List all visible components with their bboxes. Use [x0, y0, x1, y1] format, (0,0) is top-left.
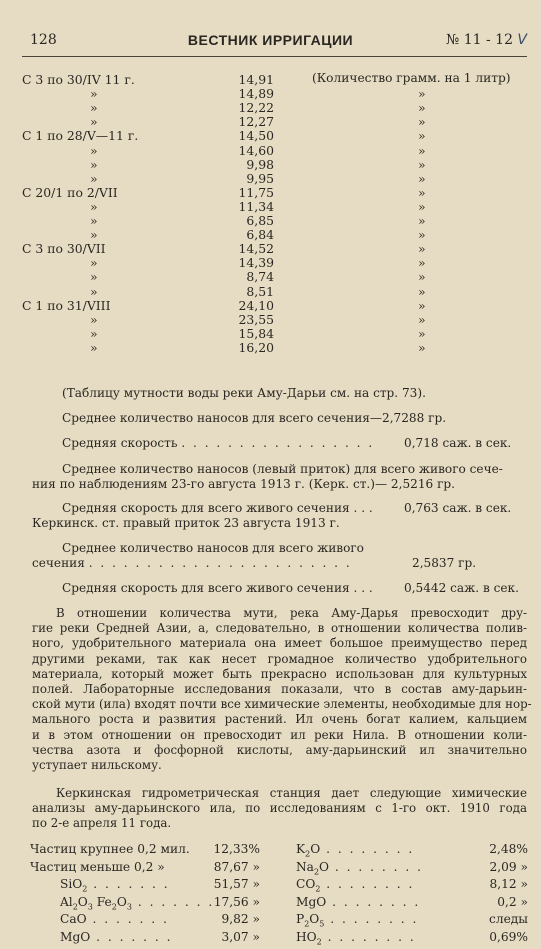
ditto-mark: »	[418, 297, 426, 313]
measurement-value: 23,55	[238, 311, 274, 327]
leader-dots: . . . . . . .	[86, 912, 169, 926]
measurement-period: С 1 по 28/V—11 г.	[22, 128, 139, 144]
measurement-row	[22, 128, 532, 143]
measurement-row	[22, 100, 532, 115]
paragraph-line: по 2-е апреля 11 года.	[32, 816, 172, 831]
component-name: MgO	[60, 929, 91, 944]
leader-dots: . . . . . . . .	[320, 842, 415, 856]
component-name: SiO$_2$	[60, 877, 88, 894]
speed-live2-line	[62, 581, 532, 596]
measurement-value: 12,27	[238, 114, 274, 130]
component-value: 2,48%	[489, 842, 528, 856]
ditto-mark: »	[90, 227, 98, 243]
measurement-row	[22, 312, 532, 327]
component-name: $P_2O_5$	[296, 912, 325, 929]
journal-title: ВЕСТНИК ИРРИГАЦИИ	[187, 32, 354, 48]
paragraph-line: Керкинская гидрометрическая станция дает следующие химические	[56, 786, 527, 800]
measurement-value: 14,50	[238, 128, 274, 144]
measurement-value: 14,89	[238, 86, 274, 102]
measurement-row	[22, 269, 532, 284]
paragraph-analysis	[32, 786, 527, 832]
speed-live-value: 0,763 саж. в сек.	[404, 501, 512, 515]
avg-speed-line	[62, 436, 532, 451]
ditto-mark: »	[418, 156, 426, 172]
component-name: $HO_2$	[296, 929, 322, 946]
ditto-mark: »	[418, 213, 426, 228]
composition-row	[296, 842, 528, 857]
ditto-mark: »	[418, 241, 426, 257]
leader-dots: . . . . . . . .	[329, 859, 424, 874]
ditto-mark: »	[418, 114, 426, 130]
component-value: 12,33%	[213, 842, 260, 856]
paragraph-line: ного, удобрительного материала она имеет большое преимущество перед	[32, 636, 527, 651]
ditto-mark: »	[90, 325, 98, 341]
measurement-row	[22, 171, 532, 186]
left-tributary-line-1: Среднее количество наносов (левый приток) для всего живого сече-	[62, 462, 503, 476]
ditto-mark: »	[90, 269, 98, 285]
table-reference: (Таблицу мутности воды реки Аму-Дарьи см. на стр. 73).	[62, 386, 426, 400]
measurement-value: 6,85	[246, 213, 274, 228]
component-name: MgO	[296, 894, 327, 909]
avg-live-value: 2,5837 гр.	[412, 556, 477, 570]
avg-speed-value: 0,718 саж. в сек.	[404, 436, 512, 450]
component-name: $Na_2O$	[296, 859, 330, 876]
composition-row	[60, 930, 260, 945]
page-number: 128	[30, 32, 57, 48]
measurement-value: 14,52	[238, 241, 274, 257]
leader-dots: . . . . . . .	[131, 894, 215, 909]
ditto-mark: »	[418, 339, 426, 355]
page-header	[0, 32, 541, 54]
component-name: $K_2O$	[296, 842, 321, 859]
measurement-row	[22, 157, 532, 172]
ditto-mark: »	[418, 227, 426, 243]
composition-row	[296, 912, 528, 927]
measurement-value: 15,84	[238, 325, 274, 341]
avg-speed-label: Средняя скорость	[62, 436, 178, 450]
measurement-value: 9,98	[246, 156, 274, 172]
component-value: 9,82 »	[221, 912, 260, 926]
units-note: (Количество грамм. на 1 литр)	[312, 71, 511, 85]
paragraph-line: ской мути (ила) входят почти все химические элементы, необходимые для нор-	[32, 697, 532, 712]
component-value: 8,12 »	[489, 877, 528, 891]
left-tributary-line-2: ния по наблюдениям 23-го августа 1913 г. (Керк. ст.)— 2,5216 гр.	[32, 477, 455, 491]
ditto-mark: »	[90, 339, 98, 355]
measurement-row	[22, 86, 532, 101]
speed-live-line	[62, 501, 532, 516]
measurement-row	[22, 340, 532, 355]
leader-dots: . . .	[353, 501, 373, 515]
component-value: следы	[489, 912, 528, 926]
composition-row	[30, 842, 260, 857]
measurement-row	[22, 185, 532, 200]
ditto-mark: »	[418, 269, 426, 285]
measurement-value: 6,84	[246, 227, 274, 243]
ditto-mark: »	[418, 184, 426, 200]
paragraph-line: материала, который может быть прекрасно использован для культурных	[32, 666, 527, 681]
component-name: CaO	[60, 912, 87, 926]
leader-dots: . . . . . . . .	[324, 912, 419, 926]
component-value: 87,67 »	[213, 859, 260, 874]
measurement-value: 12,22	[238, 100, 274, 116]
measurement-value: 9,95	[246, 170, 274, 186]
ditto-mark: »	[418, 170, 426, 186]
ditto-mark: »	[418, 128, 426, 144]
ditto-mark: »	[418, 325, 426, 341]
component-name: Частиц крупнее 0,2 мил.	[30, 842, 190, 856]
composition-row	[296, 895, 528, 910]
ditto-mark: »	[418, 86, 426, 102]
component-value: 17,56 »	[213, 894, 260, 909]
speed-live-label: Средняя скорость для всего живого сечения	[62, 501, 350, 515]
paragraph-line: анализы аму-дарьинского ила, по исследованиям с 1-го окт. 1910 года	[32, 801, 527, 816]
composition-row	[296, 877, 528, 892]
composition-row	[296, 930, 528, 945]
leader-dots: . . . . . . .	[87, 877, 170, 891]
measurement-period: С 3 по 30/VII	[22, 241, 106, 257]
component-value: 2,09 »	[489, 859, 528, 874]
composition-row	[30, 860, 260, 875]
component-value: 0,2 »	[497, 894, 528, 909]
paragraph-line: полей. Лабораторные исследования показали, что в состав аму-дарьин-	[32, 682, 527, 697]
measurement-row	[22, 326, 532, 341]
measurement-period: С 3 по 30/IV 11 г.	[22, 72, 135, 87]
composition-row	[60, 877, 260, 892]
paragraph-line: и в этом отношении он превосходит ил реки Нила. В отношении коли-	[32, 727, 527, 742]
component-value: 3,07 »	[221, 929, 260, 944]
measurement-row	[22, 199, 532, 214]
leader-dots: . . . . . . . . . . . . . . . . . . . . . . .	[88, 556, 352, 570]
paragraph-line: другими реками, так как несет громадное количество удобрительного	[32, 651, 527, 666]
component-name: Частиц меньше 0,2 »	[30, 859, 165, 874]
avg-live-line-2	[32, 556, 532, 571]
leader-dots: . . .	[353, 581, 373, 595]
ditto-mark: »	[90, 283, 98, 299]
measurement-row	[22, 213, 532, 228]
ditto-mark: »	[418, 142, 426, 158]
component-name: $Al_2O_3$ $Fe_2O_3$	[60, 894, 132, 911]
measurement-value: 11,75	[238, 184, 274, 200]
avg-sediment: Среднее количество наносов для всего сечения—2,7288 гр.	[62, 411, 447, 425]
measurement-row	[22, 241, 532, 256]
measurement-value: 8,74	[246, 269, 274, 285]
ditto-mark: »	[90, 198, 98, 214]
leader-dots: . . . . . . . .	[326, 894, 421, 909]
ditto-mark: »	[418, 283, 426, 299]
speed-live2-label: Средняя скорость для всего живого сечения	[62, 581, 350, 595]
leader-dots: . . . . . . . .	[320, 877, 415, 891]
ditto-mark: »	[418, 311, 426, 327]
measurement-row	[22, 72, 532, 87]
paragraph-line: уступает нильскому.	[32, 758, 162, 773]
ditto-mark: »	[418, 255, 426, 271]
measurement-value: 14,91	[238, 72, 274, 87]
ditto-mark: »	[90, 255, 98, 271]
avg-live-line-1: Среднее количество наносов для всего живого	[62, 541, 364, 555]
component-name: $CO_2$	[296, 877, 321, 894]
ditto-mark: »	[418, 100, 426, 116]
measurement-value: 14,39	[238, 255, 274, 271]
composition-row	[60, 895, 260, 910]
measurement-value: 16,20	[238, 339, 274, 355]
measurement-value: 8,51	[246, 283, 274, 299]
kerk-right-tributary: Керкинск. ст. правый приток 23 августа 1913 г.	[32, 516, 340, 530]
ditto-mark: »	[90, 170, 98, 186]
composition-row	[296, 860, 528, 875]
ditto-mark: »	[90, 311, 98, 327]
component-value: 0,69%	[489, 929, 528, 944]
header-rule	[22, 56, 527, 57]
leader-dots: . . . . . . . .	[321, 929, 416, 944]
measurement-value: 11,34	[238, 198, 274, 214]
ditto-mark: »	[90, 142, 98, 158]
measurement-value: 14,60	[238, 142, 274, 158]
paragraph-line: В отношении количества мути, река Аму-Дарья превосходит дру-	[56, 606, 527, 620]
ditto-mark: »	[90, 100, 98, 116]
measurement-row	[22, 114, 532, 129]
measurement-row	[22, 143, 532, 158]
paragraph-silt	[32, 606, 532, 773]
paragraph-line: мального роста и развития растений. Ил очень богат калием, кальцием	[32, 712, 527, 727]
issue-number: № 11 - 12	[446, 32, 513, 48]
leader-dots: . . . . . . . . . . . . . . . . .	[181, 436, 375, 450]
ditto-mark: »	[90, 114, 98, 130]
paragraph-line: чества азота и фосфорной кислоты, аму-дарьинский ил значительно	[32, 742, 527, 757]
ditto-mark: »	[90, 86, 98, 102]
ditto-mark: »	[90, 213, 98, 228]
component-value: 51,57 »	[213, 877, 260, 891]
avg-live-label: сечения	[32, 556, 85, 570]
speed-live2-value: 0,5442 саж. в сек.	[404, 581, 519, 595]
measurement-value: 24,10	[238, 297, 274, 313]
leader-dots: . . . . . . .	[90, 929, 173, 944]
measurement-period: С 1 по 31/VIII	[22, 297, 111, 313]
measurement-row	[22, 227, 532, 242]
measurement-row	[22, 298, 532, 313]
ditto-mark: »	[90, 156, 98, 172]
paragraph-line: гие реки Средней Азии, а, следовательно, в отношении количества полив-	[32, 621, 527, 636]
measurement-row	[22, 255, 532, 270]
measurement-period: С 20/1 по 2/VII	[22, 184, 118, 200]
composition-row	[60, 912, 260, 927]
handwritten-mark: V	[517, 32, 527, 48]
measurement-row	[22, 284, 532, 299]
ditto-mark: »	[418, 198, 426, 214]
